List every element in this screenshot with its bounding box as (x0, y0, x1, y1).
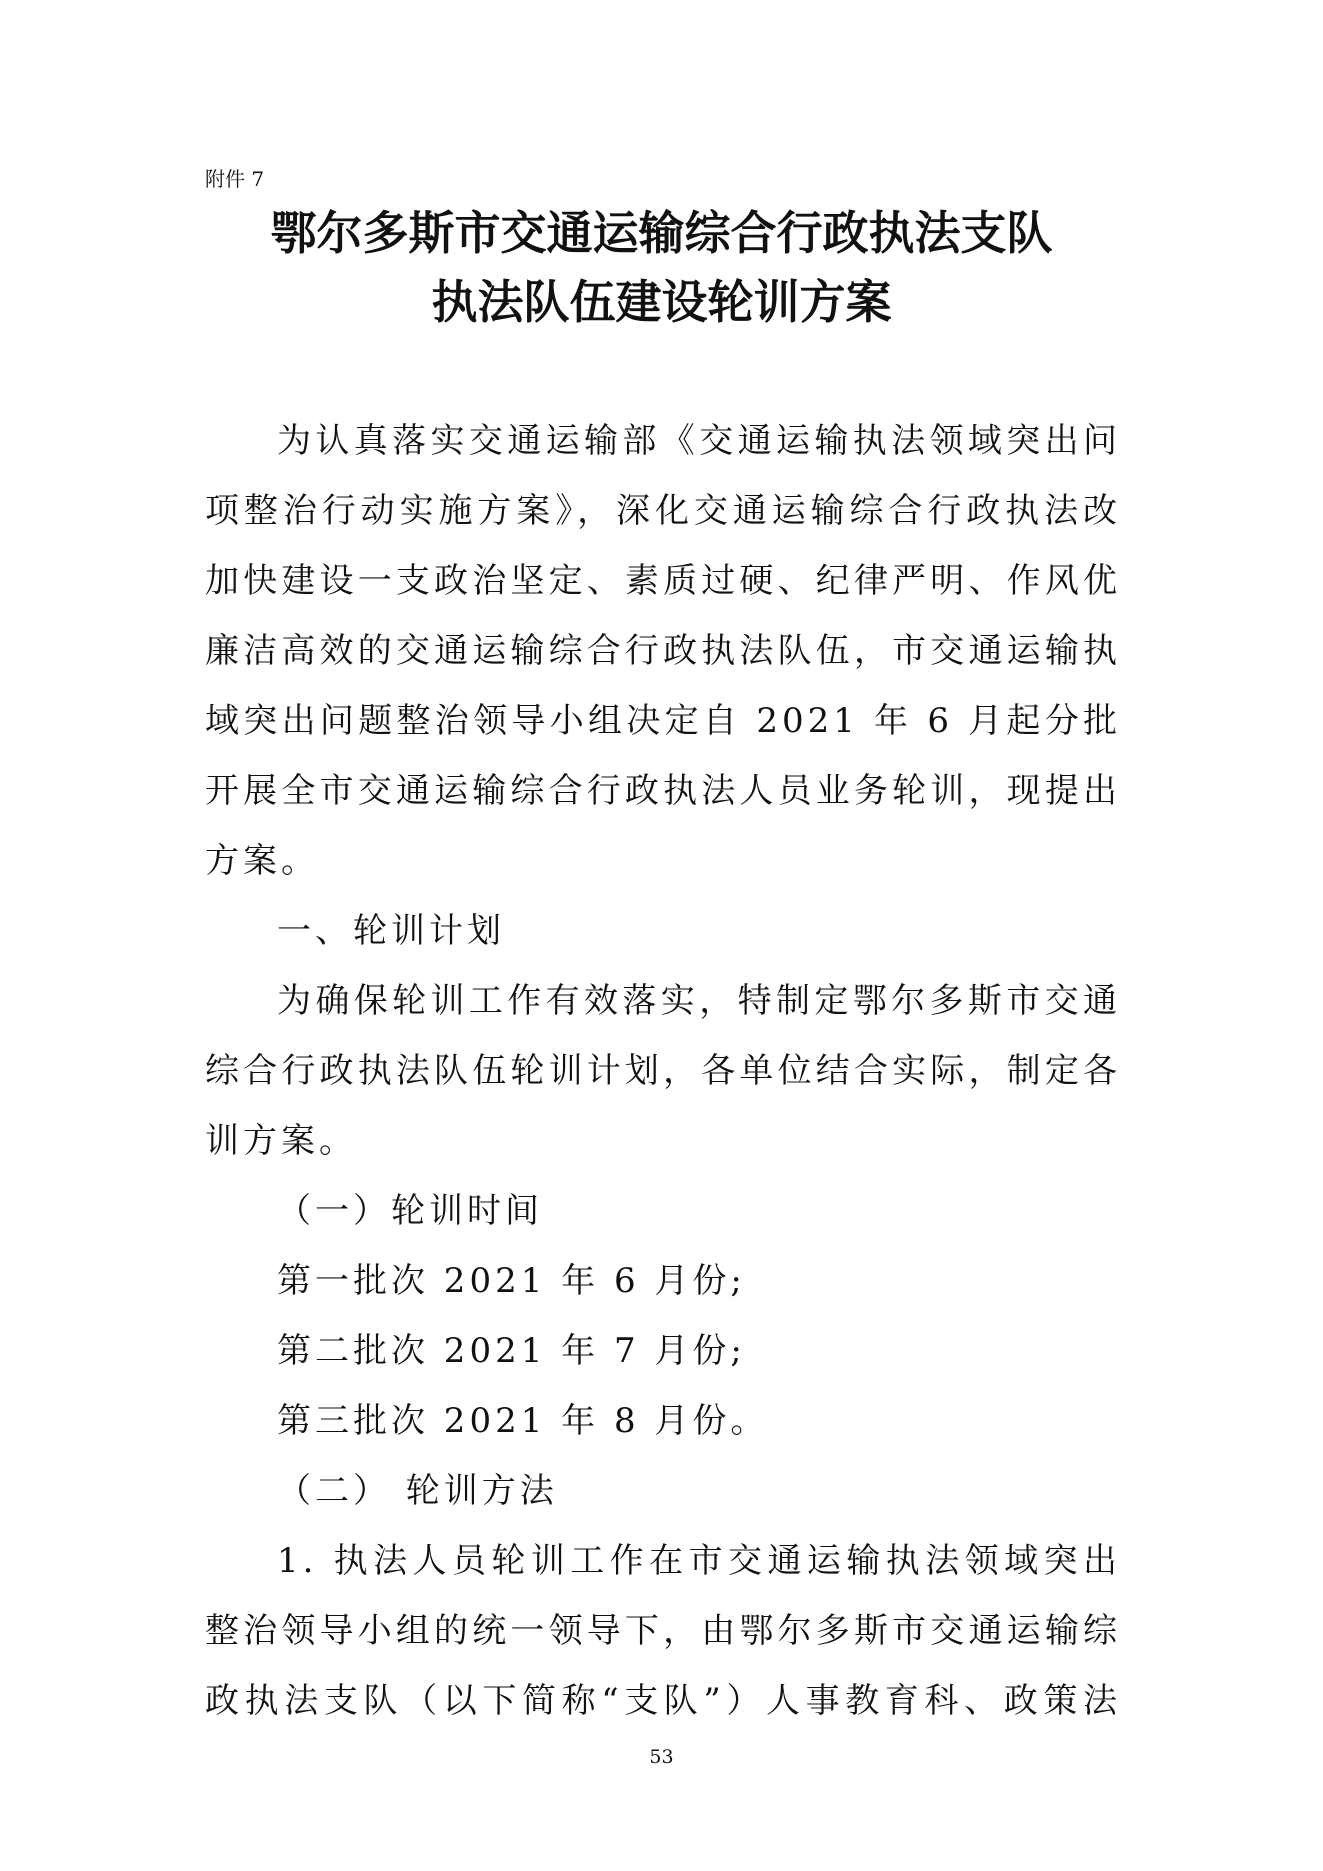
paragraph-1-line-6: 开展全市交通运输综合行政执法人员业务轮训，现提出 (205, 771, 1121, 811)
paragraph-1-line-2: 项整治行动实施方案》，深化交通运输综合行政执法改 (205, 491, 1121, 531)
paragraph-1-line-4: 廉洁高效的交通运输综合行政执法队伍，市交通运输执 (205, 631, 1121, 671)
document-title-line-2: 执法队伍建设轮训方案 (431, 275, 892, 329)
paragraph-1-line-3: 加快建设一支政治坚定、素质过硬、纪律严明、作风优 (205, 561, 1121, 601)
paragraph-1-line-7: 方案。 (205, 841, 319, 881)
subsection-heading-2: （二） 轮训方法 (277, 1471, 558, 1511)
paragraph-3-line-3: 政执法支队（以下简称“支队”）人事教育科、政策法 (205, 1681, 1121, 1721)
document-title-line-1: 鄂尔多斯市交通运输综合行政执法支队 (270, 206, 1053, 260)
batch-3: 第三批次 2021 年 8 月份。 (277, 1401, 769, 1441)
paragraph-1-line-1: 为认真落实交通运输部《交通运输执法领域突出问 (277, 421, 1121, 461)
paragraph-3-line-1: 1. 执法人员轮训工作在市交通运输执法领域突出 (277, 1541, 1121, 1581)
section-heading-1: 一、轮训计划 (277, 911, 505, 951)
attachment-label: 附件 7 (205, 167, 265, 191)
batch-1: 第一批次 2021 年 6 月份; (277, 1261, 746, 1301)
paragraph-1-line-5: 域突出问题整治领导小组决定自 2021 年 6 月起分批 (205, 701, 1121, 741)
paragraph-2-line-3: 训方案。 (205, 1121, 357, 1161)
paragraph-2-line-2: 综合行政执法队伍轮训计划，各单位结合实际，制定各 (205, 1051, 1121, 1091)
batch-2: 第二批次 2021 年 7 月份; (277, 1331, 746, 1371)
subsection-heading-1: （一）轮训时间 (277, 1191, 543, 1231)
paragraph-2-line-1: 为确保轮训工作有效落实，特制定鄂尔多斯市交通 (277, 981, 1121, 1021)
page-number: 53 (649, 1746, 674, 1768)
paragraph-3-line-2: 整治领导小组的统一领导下，由鄂尔多斯市交通运输综 (205, 1611, 1121, 1651)
document-body (205, 406, 1121, 1736)
